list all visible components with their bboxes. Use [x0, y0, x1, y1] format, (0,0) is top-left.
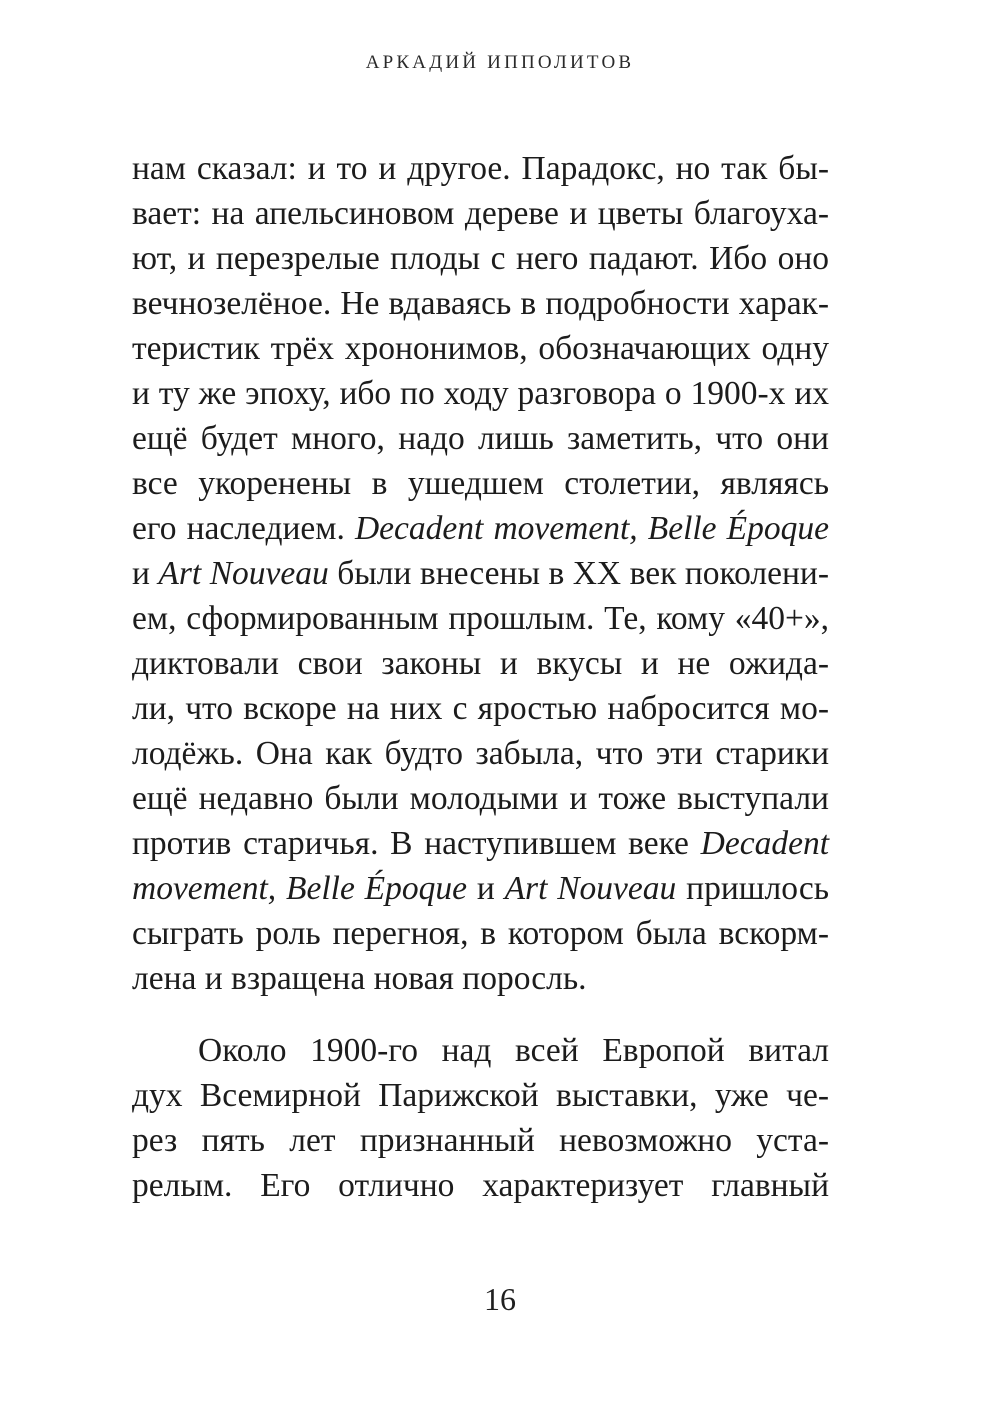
italic-term: Decadent movement, Belle Époque [354, 510, 829, 547]
italic-term: movement, Belle Époque [132, 870, 467, 907]
text-line: и Art Nouveau были внесены в XX век поколени- [132, 555, 829, 592]
text-line: movement, Belle Époque и Art Nouveau пришлось [132, 870, 829, 907]
text-line: против старичья. В наступившем веке Decadent [132, 825, 829, 862]
text-line: лодёжь. Она как будто забыла, что эти старики [132, 735, 829, 772]
text-line: ещё недавно были молодыми и тоже выступали [132, 780, 829, 817]
italic-term: Art Nouveau [504, 870, 677, 907]
text-line: ем, сформированным прошлым. Те, кому «40+», [132, 600, 829, 637]
text-line: дух Всемирной Парижской выставки, уже че- [132, 1077, 829, 1114]
text-line: и ту же эпоху, ибо по ходу разговора о 1900-х их [132, 375, 829, 412]
text-line: его наследием. Decadent movement, Belle Époque [132, 510, 829, 547]
text-line: релым. Его отлично характеризует главный [132, 1167, 829, 1204]
running-head: АРКАДИЙ ИППОЛИТОВ [365, 52, 635, 73]
italic-term: Art Nouveau [158, 555, 329, 592]
text-line: вает: на апельсиновом дереве и цветы благоуха- [132, 195, 829, 232]
text-line: вечнозелёное. Не вдаваясь в подробности харак- [132, 285, 829, 322]
text-line: лена и взращена новая поросль. [132, 960, 587, 997]
text-line: ли, что вскоре на них с яростью набросится мо- [132, 690, 829, 727]
text-line: нам сказал: и то и другое. Парадокс, но так бы- [132, 150, 829, 187]
text-line: все укоренены в ушедшем столетии, являясь [132, 465, 829, 502]
text-line: диктовали свои законы и вкусы и не ожида- [132, 645, 829, 682]
page-number: 16 [484, 1281, 516, 1317]
text-line: рез пять лет признанный невозможно уста- [132, 1122, 829, 1159]
text-line: сыграть роль перегноя, в котором была вскорм- [132, 915, 829, 952]
text-line: ют, и перезрелые плоды с него падают. Ибо оно [132, 240, 829, 277]
text-line: Около 1900-го над всей Европой витал [198, 1032, 829, 1069]
italic-term: Decadent [700, 825, 829, 862]
text-line: ещё будет много, надо лишь заметить, что они [132, 420, 829, 457]
body-text [132, 146, 829, 1208]
text-line: теристик трёх хрононимов, обозначающих одну [132, 330, 829, 367]
